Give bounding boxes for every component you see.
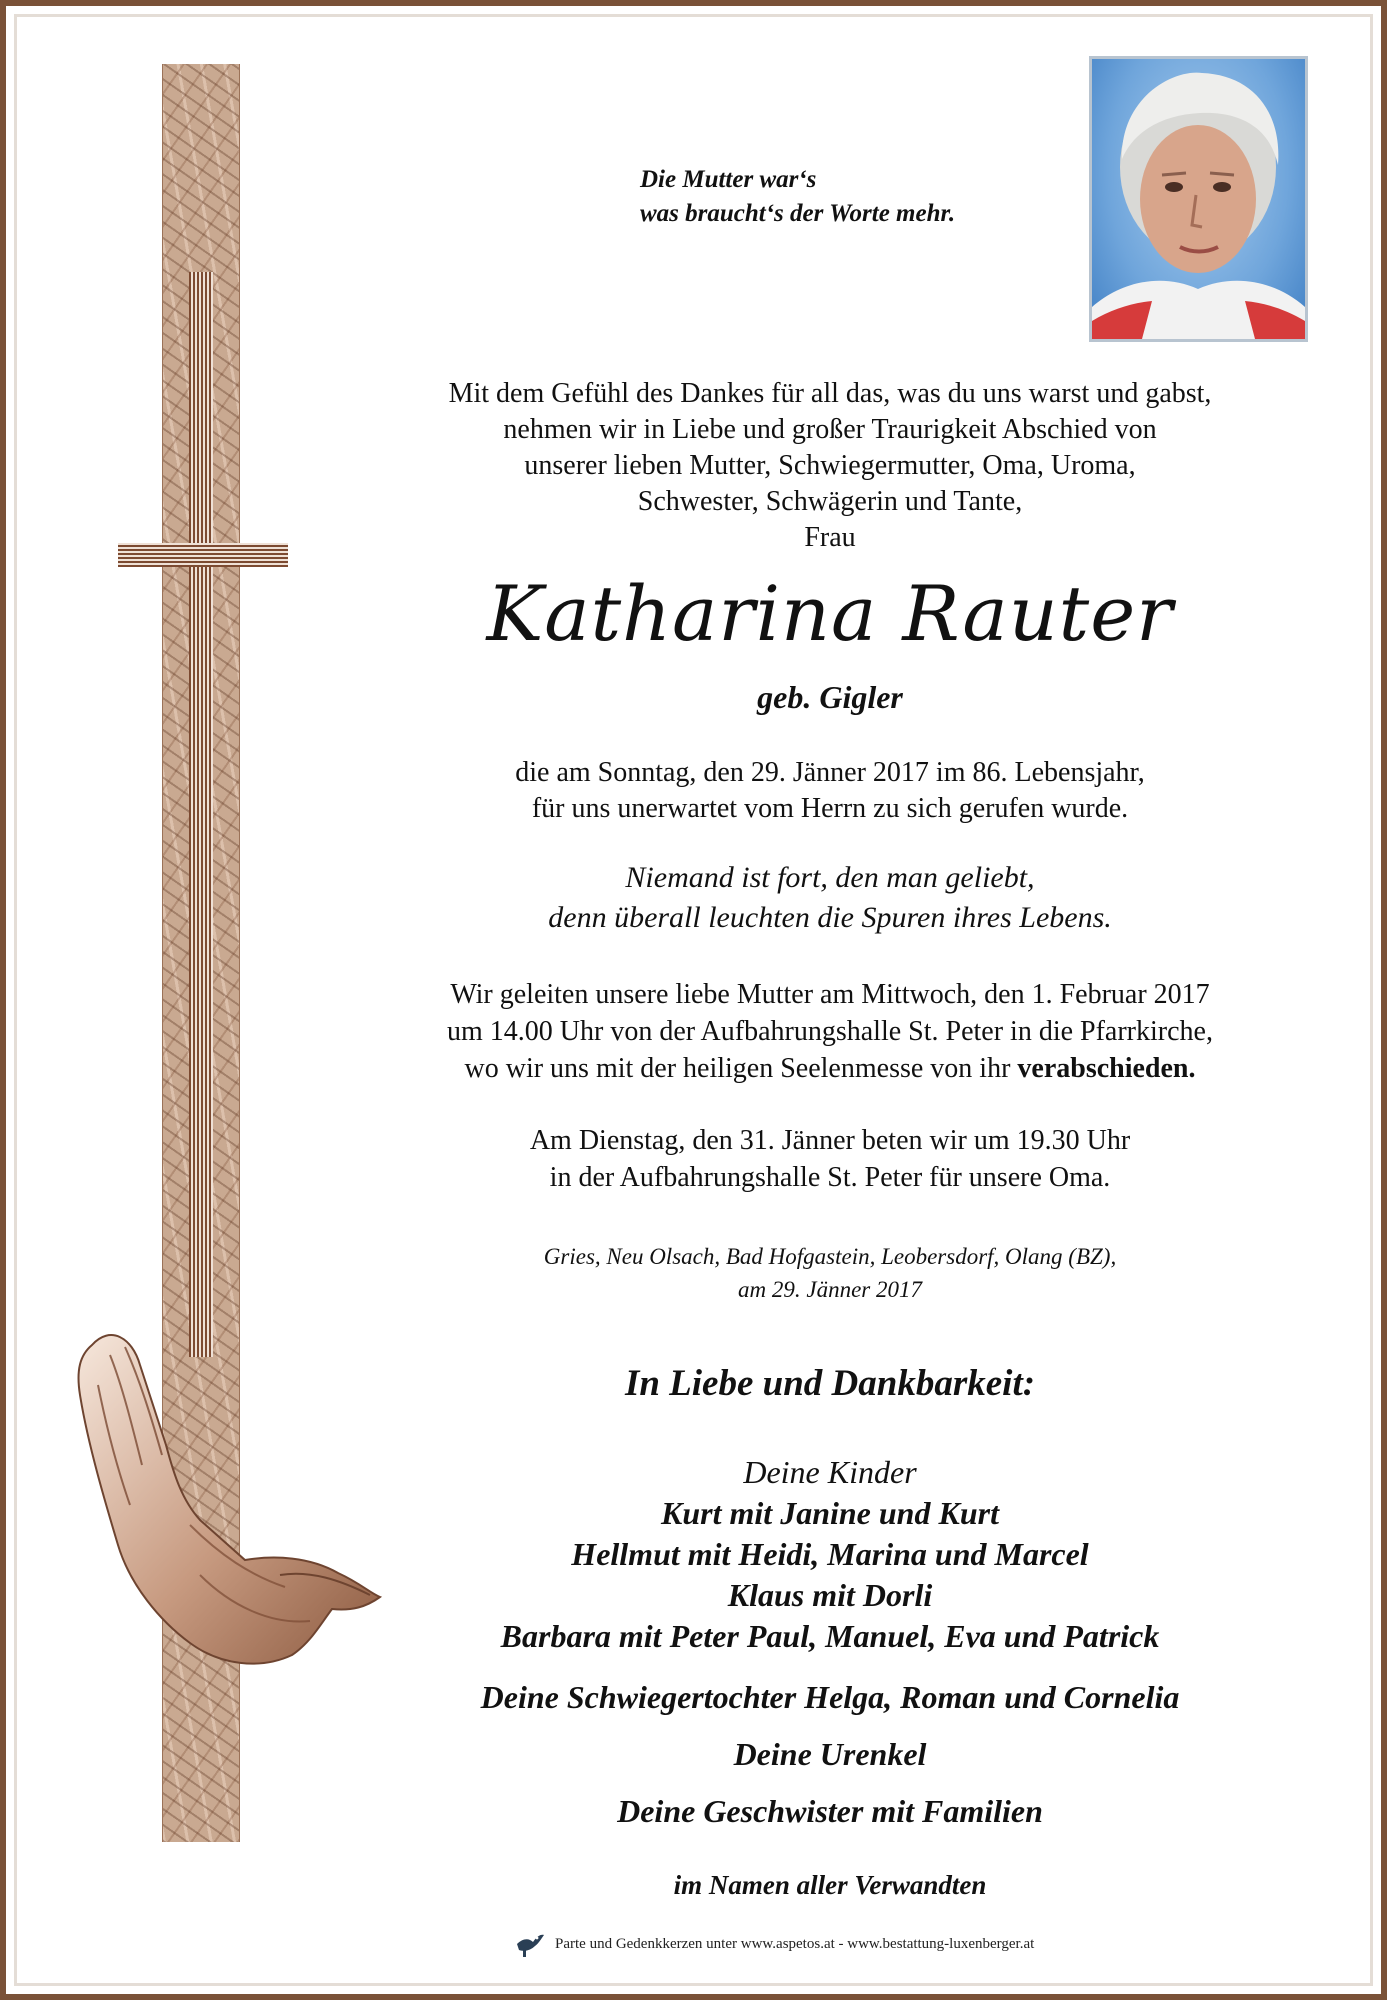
children-label: Deine Kinder	[743, 1454, 917, 1490]
death-notice	[360, 755, 1300, 827]
date-line: am 29. Jänner 2017	[738, 1277, 922, 1302]
daughter-in-law-line: Deine Schwiegertochter Helga, Roman und Cornelia	[480, 1679, 1180, 1715]
funeral-line: um 14.00 Uhr von der Aufbahrungshalle St. Peter in die Pfarrkirche,	[447, 1016, 1213, 1047]
intro-paragraph	[360, 376, 1300, 556]
memorial-verse	[360, 858, 1300, 938]
list-item: Hellmut mit Heidi, Marina und Marcel	[571, 1536, 1089, 1572]
motto-line: was braucht‘s der Worte mehr.	[640, 200, 956, 227]
list-item: Barbara mit Peter Paul, Manuel, Eva und Patrick	[500, 1618, 1160, 1654]
intro-line: Frau	[804, 522, 856, 553]
place-and-date	[360, 1240, 1300, 1306]
thanks-heading: In Liebe und Dankbarkeit:	[624, 1363, 1036, 1404]
maiden-name: geb. Gigler	[757, 679, 903, 715]
dove-candle-icon	[515, 1930, 545, 1958]
cross-horizontal-bar	[118, 543, 288, 567]
great-grandchildren-line: Deine Urenkel	[733, 1736, 927, 1772]
deceased-name: Katharina Rauter	[486, 569, 1174, 658]
portrait-photo	[1089, 56, 1308, 342]
prayer-line: Am Dienstag, den 31. Jänner beten wir um 19.30 Uhr	[529, 1125, 1131, 1156]
footer	[515, 1929, 1235, 1959]
funeral-line: Wir geleiten unsere liebe Mutter am Mittwoch, den 1. Februar 2017	[450, 979, 1210, 1010]
intro-line: nehmen wir in Liebe und großer Traurigkeit Abschied von	[503, 414, 1157, 445]
footer-text: Parte und Gedenkkerzen unter www.aspetos.at - www.bestattung-luxenberger.at	[555, 1935, 1035, 1952]
funeral-line-text: wo wir uns mit der heiligen Seelenmesse von ihr	[464, 1053, 1018, 1084]
relatives-line: im Namen aller Verwandten	[673, 1870, 987, 1900]
verse-line: denn überall leuchten die Spuren ihres Lebens.	[548, 901, 1112, 934]
list-item: Kurt mit Janine und Kurt	[661, 1495, 999, 1531]
intro-line: Mit dem Gefühl des Dankes für all das, was du uns warst und gabst,	[448, 378, 1212, 409]
siblings-line: Deine Geschwister mit Familien	[617, 1793, 1043, 1829]
funeral-line-bold: verabschieden.	[1017, 1053, 1196, 1084]
prayer-details	[360, 1122, 1300, 1196]
funeral-details	[360, 976, 1300, 1087]
children-list	[360, 1493, 1300, 1657]
death-notice-line: die am Sonntag, den 29. Jänner 2017 im 86. Lebensjahr,	[515, 757, 1145, 788]
death-notice-line: für uns unerwartet vom Herrn zu sich gerufen wurde.	[531, 793, 1129, 824]
list-item: Klaus mit Dorli	[727, 1577, 933, 1613]
intro-line: unserer lieben Mutter, Schwiegermutter, Oma, Uroma,	[524, 450, 1136, 481]
intro-line: Schwester, Schwägerin und Tante,	[637, 486, 1023, 517]
verse-line: Niemand ist fort, den man geliebt,	[625, 861, 1035, 894]
funeral-line	[360, 1050, 1300, 1087]
motto-quote	[640, 163, 1060, 231]
prayer-line: in der Aufbahrungshalle St. Peter für unsere Oma.	[549, 1162, 1111, 1193]
praying-hands-icon	[70, 1325, 390, 1685]
motto-line: Die Mutter war‘s	[640, 166, 817, 193]
portrait-illustration	[1092, 59, 1305, 339]
cross-vertical-bar	[189, 272, 213, 1357]
places-line: Gries, Neu Olsach, Bad Hofgastein, Leobersdorf, Olang (BZ),	[543, 1244, 1117, 1269]
